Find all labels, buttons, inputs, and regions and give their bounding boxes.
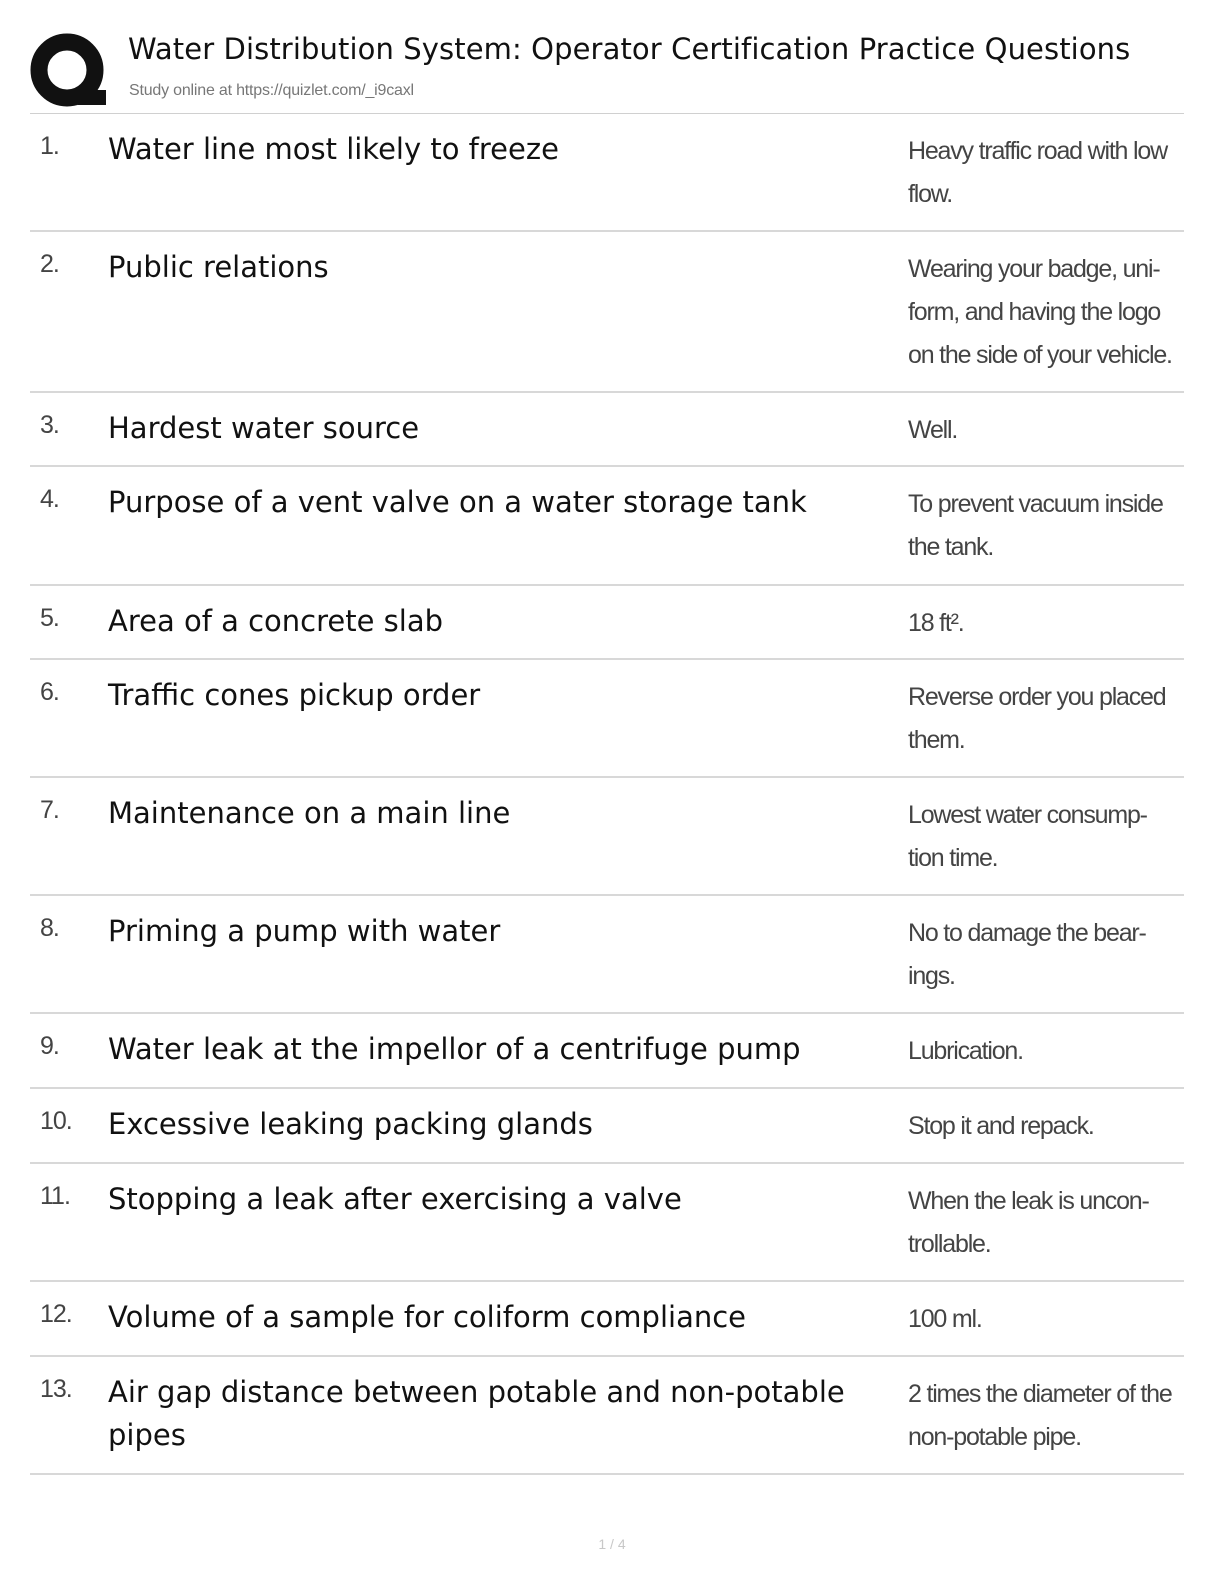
question-number: 5. [40, 604, 59, 632]
question-number: 11. [40, 1182, 70, 1210]
question-term: Water leak at the impellor of a centrifuge pump [108, 1032, 801, 1066]
question-term: Volume of a sample for coliform compliance [108, 1300, 747, 1334]
question-term: Maintenance on a main line [108, 796, 511, 830]
question-row [30, 896, 1184, 1014]
question-answer: Well. [908, 416, 958, 444]
question-number: 9. [40, 1032, 59, 1060]
question-term: Water line most likely to freeze [108, 132, 559, 166]
question-row [30, 586, 1184, 660]
question-answer: Wearing your badge, uni- form, and having the logo on the side of your vehicle. [908, 255, 1172, 369]
question-row [30, 114, 1184, 232]
question-number: 4. [40, 485, 59, 513]
question-term: Area of a concrete slab [108, 604, 444, 638]
question-term: Public relations [108, 250, 329, 284]
question-number: 12. [40, 1300, 72, 1328]
question-term: Traffic cones pickup order [108, 678, 481, 712]
question-answer: No to damage the bear- ings. [908, 919, 1146, 990]
question-number: 3. [40, 411, 59, 439]
question-row [30, 1282, 1184, 1357]
question-row [30, 778, 1184, 896]
question-answer: 100 ml. [908, 1305, 982, 1333]
question-list [30, 114, 1184, 1475]
question-term: Hardest water source [108, 411, 420, 445]
question-row [30, 1089, 1184, 1164]
question-number: 10. [40, 1107, 72, 1135]
question-number: 13. [40, 1375, 72, 1403]
question-term: Purpose of a vent valve on a water storage tank [108, 485, 807, 519]
question-row [30, 660, 1184, 778]
page-number: 1 / 4 [598, 1536, 626, 1552]
question-number: 1. [40, 132, 59, 160]
question-answer: 2 times the diameter of the non-potable pipe. [908, 1380, 1172, 1451]
question-row [30, 232, 1184, 393]
question-answer: Lubrication. [908, 1037, 1023, 1065]
study-online-link[interactable]: Study online at https://quizlet.com/_i9caxl [129, 82, 414, 99]
question-number: 8. [40, 914, 59, 942]
question-number: 6. [40, 678, 59, 706]
question-answer: Lowest water consump- tion time. [908, 801, 1147, 872]
question-row [30, 1164, 1184, 1282]
question-number: 2. [40, 250, 59, 278]
question-row [30, 393, 1184, 467]
question-answer: Reverse order you placed them. [908, 683, 1166, 754]
question-row [30, 467, 1184, 586]
question-term: Excessive leaking packing glands [108, 1107, 593, 1141]
quizlet-logo-icon [30, 32, 108, 110]
question-answer: Stop it and repack. [908, 1112, 1094, 1140]
question-term: Stopping a leak after exercising a valve [108, 1182, 682, 1216]
question-answer: 18 ft². [908, 609, 964, 637]
question-answer: To prevent vacuum inside the tank. [908, 490, 1163, 561]
question-answer: When the leak is uncon- trollable. [908, 1187, 1149, 1258]
question-term: Air gap distance between potable and non-potable pipes [108, 1375, 845, 1452]
page-header [30, 26, 1184, 114]
question-row [30, 1357, 1184, 1475]
question-row [30, 1014, 1184, 1089]
question-term: Priming a pump with water [108, 914, 501, 948]
page-title: Water Distribution System: Operator Certification Practice Questions [128, 32, 1131, 66]
question-answer: Heavy traffic road with low flow. [908, 137, 1167, 208]
question-number: 7. [40, 796, 59, 824]
